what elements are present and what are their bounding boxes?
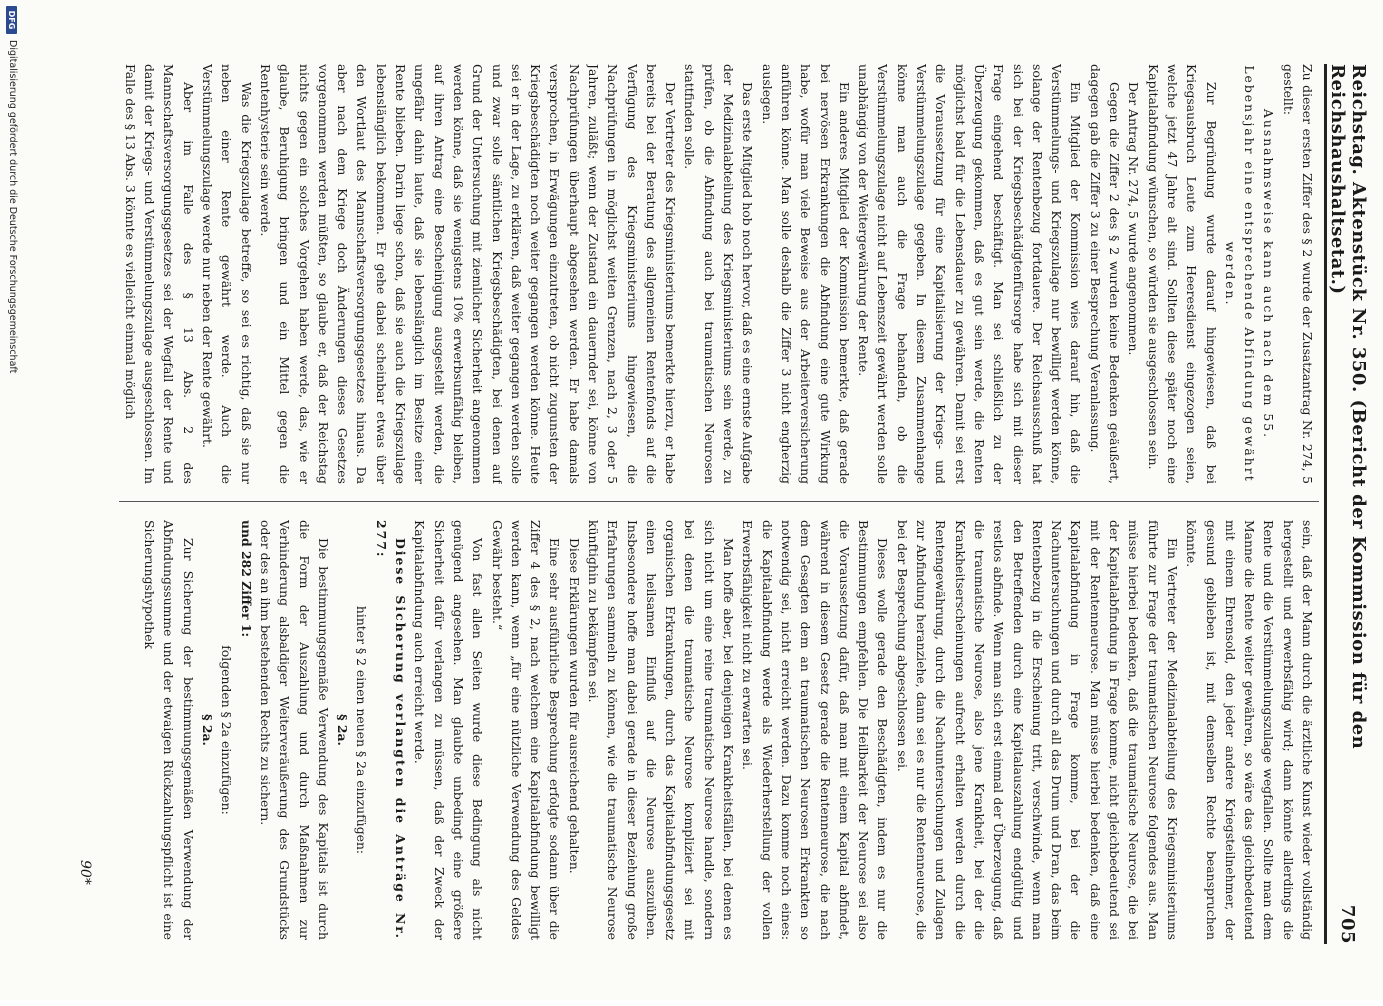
paragraph: Was die Kriegszulage betreffe, so sei es richtig, daß sie nur neben einer Rente gewährt werde. Auch die Verstümmelungszulage werde nur neben der Rente gewährt. (200, 64, 254, 484)
column-divider (119, 501, 1319, 502)
paragraph: Gegen die Ziffer 2 des § 2 wurden keine Bedenken geäußert, dagegen gab die Ziffer 3 zu einer Besprechung Veranlassung. (1087, 64, 1123, 484)
paragraph: Der Vertreter des Kriegsministeriums bemerkte hierzu, er habe bereits bei der Beratung des allgemeinen Rentenfonds auf die Verfügung des Kriegsministeriums hingewiesen, die Nachprüfungen in möglichst weiten Grenzen, nach 2, 3 oder 5 Jahren, zuläßt; wenn der Zustand ein dauernder sei, könne von Nachprüfungen überhaupt abgesehen werden. Er habe damals versprochen, in Erwägungen einzutreten, ob nicht zugunsten der Kriegsbeschädigten noch weiter gegangen werden könne. Heute sei er in der Lage, zu erklären, daß weiter gegangen werden solle und zwar solle sämtlichen Kriegsbeschädigten, bei denen auf Grund der Untersuchung mit ziemlicher Sicherheit angenommen werden könne, daß sie wenigstens 10% erwerbsunfähig bleiben, auf ihren Antrag eine Bescheinigung ausgestellt werden, die ungefähr dahin laute, daß sie lebenslänglich im Besitze einer Rente blieben. Darin liege schon, daß sie auch die Kriegszulage lebenslänglich bekommen. Er gehe dabei scheinbar etwas über den Wortlaut des Mannschaftsversorgungsgesetzes hinaus. Da aber nach dem Kriege doch Änderungen dieses Gesetzes vorgenommen werden müßten, so glaube er, daß der Reichstag nichts gegen ein solches Vorgehen haben werde, das, wie er glaube, Beruhigung bringen und ein Mittel gegen die Rentenhysterie sein werde. (257, 64, 679, 484)
paragraph: Zu dieser ersten Ziffer des § 2 wurde der Zusatzantrag Nr. 274, 5 gestellt: (1280, 64, 1315, 484)
paragraph: Ein Vertreter der Medizinalabteilung des Kriegsministeriums führte zur Frage der traumatischen Neurose folgendes aus. Man müsse hierbei bedenken, daß die traumatische Neurose, die bei der Kapitalabfindung in Frage komme, nicht gleichbedeutend sei mit der Rentenneurose. Man müsse hierbei bedenken, daß eine Kapitalabfindung in Frage komme, bei der die Nachuntersuchungen und durch all das Drum und Dran, das beim Rentenbezug in die Erscheinung tritt, verschwinde, wenn man den Betreffenden durch eine Kapitalauszahlung endgültig und restlos abfinde. Wenn man sich erst einmal der Überzeugung, daß die traumatische Neurose, also jene Krankheit, bei der die Krankheitserscheinungen aufrecht erhalten werden durch die Rentengewährung, durch die Nachuntersuchungen und Zulagen zur Abfindung heranziehe, dann sei es nur die Rentenneurose, die bei der Besprechung abgeschlossen sei. (894, 520, 1180, 940)
signature-mark: 90* (77, 860, 93, 885)
dfg-logo-icon: DFG (7, 6, 18, 34)
paragraph: Eine sehr ausführliche Besprechung erfolgte sodann über die Ziffer 4 des § 2, nach welchem eine Kapitalabfindung bewilligt werden kann, wenn „für eine nützliche Verwendung des Geldes Gewähr besteht.“ (489, 520, 563, 940)
quoted-amendment: Ausnahmsweise kann auch nach dem 55. Lebensjahr eine entsprechende Abfindung gewährt werden. (1222, 65, 1277, 483)
paragraph: folgenden § 2a einzufügen: (219, 645, 235, 815)
paragraph: sein, daß der Mann durch die ärztliche Kunst wieder vollständig hergestellt und erwerbsfähig wird; dann könnte allerdings die Rente und die Verstümmelungszulage wegfallen. Sollte man dem Manne die Rente weiter gewähren, so wäre das gleichbedeutend mit einem Ehrensold, den jeder andere Kriegsteilnehmer, der gesund geblieben ist, mit demselben Rechte beanspruchen könnte. (1184, 520, 1315, 940)
paragraph: Aber im Falle des § 13 Abs. 2 des Mannschaftsversorgungsgesetzes sei der Wegfall der Rente und damit der Kriegs- und Verstümmelungszulage ausgeschlossen. Im Falle des § 13 Abs. 3 könnte es vielleicht einmal möglich (122, 64, 196, 484)
paragraph: Der Antrag Nr. 274, 5 wurde angenommen. (1126, 82, 1142, 356)
paragraph: hinter § 2 einen neuen § 2a einzufügen: (354, 605, 370, 855)
paragraph: Zur Begründung wurde darauf hingewiesen, daß bei Kriegsausbruch Leute zum Heeresdienst eingezogen seien, welche jetzt 47 Jahre alt sind. Sollten diese später noch eine Kapitalabfindung wünschen, so würden sie ausgeschlossen sein. (1145, 64, 1219, 484)
paragraph: Das erste Mitglied hob noch hervor, daß es eine ernste Aufgabe der Medizinalabteilung des Kriegsministeriums sein werde, zu prüfen, ob die Abfindung auch bei traumatischen Neurosen stattfinden solle. (682, 64, 756, 484)
motion-reference: Diese Sicherung verlangten die Anträge Nr. 277: (373, 520, 409, 940)
right-column (117, 520, 1317, 940)
page-number: 705 (1337, 904, 1359, 944)
motion-reference: und 282 Ziffer 1: (238, 520, 254, 638)
page-header (1327, 64, 1369, 944)
running-title: Reichstag. Aktenstück Nr. 350. (Bericht der Kommission für den Reichshaushaltsetat.) (1327, 64, 1369, 750)
paragraph: Dieses wolle gerade den Beschädigten, indem es nur die Bestimmungen empfehlen. Die Heilbarkeit der Neurose sei also die Voraussetzung dafür, daß man mit einem Kapital abfindet, während in diesem Gesetz gerade die Rentenneurose, die nach dem Gesagten dem an traumatischen Neurosen Erkrankten so notwendig sei, nicht erreicht werden. Dazu komme noch eines: die Kapitalabfindung werde als Wiederherstellung der vollen Erwerbsfähigkeit nicht zu erwarten sei. (740, 520, 891, 940)
section-heading: § 2a. (335, 714, 351, 746)
digitization-credit: Digitalisierung gefördert durch die Deutsche Forschungsgemeinschaft (7, 40, 18, 374)
paragraph: Ein anderes Mitglied der Kommission bemerkte, daß gerade bei nervösen Erkrankungen die Abfindung eine gute Wirkung habe, wofür man viele Beweise aus der Arbeiterversicherung anführen könne. Man solle deshalb die Ziffer 3 nicht engherzig auslegen. (759, 64, 852, 484)
paragraph: Die bestimmungsgemäße Verwendung des Kapitals ist durch die Form der Auszahlung und durch Maßnahmen zur Verhinderung alsbaldiger Weiterveräußerung des Grundstücks oder des an ihm bestehenden Rechts zu sichern. (257, 520, 331, 940)
paragraph: Ein Mitglied der Kommission wies darauf hin, daß die Verstümmelungs- und Kriegszulage nur bewilligt werden könne, solange der Rentenbezug fortdauere. Der Reichsausschuß hat sich bei der Kriegsbeschädigtenfürsorge habe sich mit dieser Frage eingehend beschäftigt. Man sei schließlich zu der Überzeugung gekommen, daß es gut sein werde, die Renten möglichst bald für die Lebensdauer zu gewähren. Damit sei erst die Voraussetzung für eine Kapitalisierung der Kriegs- und Verstümmelungszulage gegeben. In diesem Zusammenhange könne man auch die Frage behandeln, ob die Verstümmelungszulage nicht auf Lebenszeit gewährt werden solle unabhängig von der Weitergewährung der Rente. (856, 64, 1084, 484)
paragraph: Man hoffe aber, bei denjenigen Krankheitsfällen, bei denen es sich nicht um eine reine traumatische Neurose handle, sondern bei denen die traumatische Neurose kompliziert sei mit organischen Erkrankungen, durch das Kapitalabfindungsgesetz einen heilsamen Einfluß auf die Neurose auszuüben. Insbesondere hoffe man dabei gerade in dieser Beziehung große Erfahrungen sammeln zu können, wie die traumatische Neurose künftighin zu bekämpfen sei. (586, 520, 737, 940)
paragraph: Von fast allen Seiten wurde diese Bedingung als nicht genügend angesehen. Man glaubte unbedingt eine größere Sicherheit dafür verlangen zu müssen, daß der Zweck der Kapitalabfindung auch erreicht werde. (412, 520, 486, 940)
left-column (117, 64, 1317, 484)
digitization-footer (4, 0, 20, 1006)
header-rule (1324, 64, 1327, 944)
paragraph: Diese Erklärungen wurden für ausreichend gehalten. (566, 538, 582, 874)
paragraph: Zur Sicherung der bestimmungsgemäßen Verwendung der Abfindungssumme und der etwaigen Rückzahlungspflicht ist eine Sicherungshypothek (142, 520, 196, 940)
section-heading: § 2a. (200, 714, 216, 746)
